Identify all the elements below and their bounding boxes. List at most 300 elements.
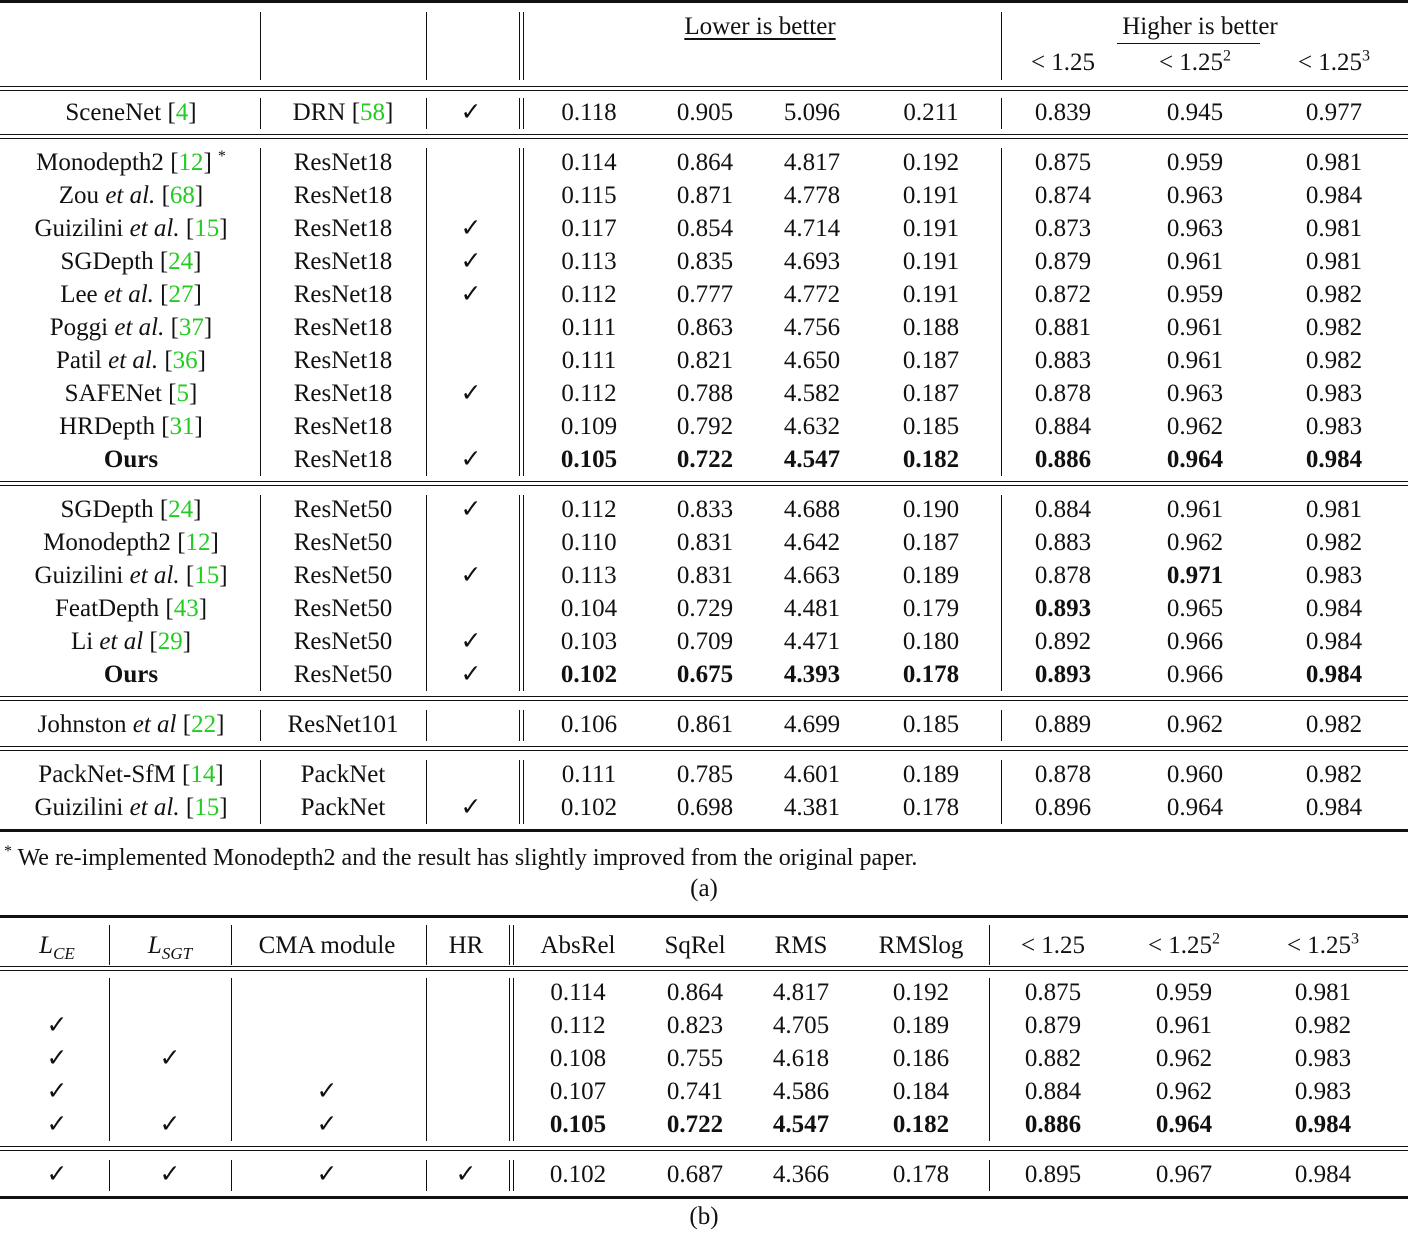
- metric-value: 0.114: [561, 149, 617, 176]
- metric-value: 0.982: [1305, 281, 1363, 308]
- citation-link: 68: [169, 182, 195, 209]
- metric-value: 0.963: [1166, 215, 1224, 242]
- exponent: 2: [1212, 930, 1221, 948]
- metric-value: 0.981: [1294, 979, 1352, 1006]
- metric-value: 0.964: [1166, 446, 1224, 473]
- metric-value: 0.984: [1305, 182, 1363, 209]
- check-icon: ✓: [460, 248, 482, 275]
- metric-value: 0.117: [561, 215, 617, 242]
- metric-value: 0.109: [560, 413, 618, 440]
- metric-value: 0.982: [1305, 761, 1363, 788]
- double-divider: [509, 1160, 514, 1191]
- backbone: ResNet18: [293, 182, 393, 209]
- column-divider: [109, 1160, 110, 1191]
- column-divider: [426, 760, 427, 824]
- metric-value: 0.187: [902, 347, 960, 374]
- table-row: [0, 245, 1408, 278]
- metric-value: 0.875: [1024, 979, 1082, 1006]
- metric-value: 0.833: [676, 496, 734, 523]
- backbone: ResNet18: [293, 314, 393, 341]
- metric-value: 0.110: [561, 529, 617, 556]
- check-icon: ✓: [460, 281, 482, 308]
- table-row: [0, 212, 1408, 245]
- method-name: Poggi et al. [37]: [49, 314, 213, 341]
- check-icon: ✓: [460, 794, 482, 821]
- backbone: ResNet50: [293, 628, 393, 655]
- method-name: Guizilini et al. [15]: [34, 215, 228, 242]
- metric-value: 0.983: [1294, 1045, 1352, 1072]
- table-row: [0, 758, 1408, 791]
- table-row: [0, 179, 1408, 212]
- metric-value: 0.962: [1166, 413, 1224, 440]
- backbone: ResNet18: [293, 248, 393, 275]
- column-divider: [1001, 760, 1002, 824]
- table-row: [0, 410, 1408, 443]
- metric-value: 0.962: [1166, 711, 1224, 738]
- method-name: Monodepth2 [12] *: [36, 147, 226, 176]
- double-divider: [519, 710, 524, 741]
- method-name: SAFENet [5]: [64, 380, 198, 407]
- check-icon: ✓: [460, 562, 482, 589]
- column-header: [31, 46, 231, 79]
- citation-link: 29: [157, 628, 183, 655]
- metric-value: 0.960: [1166, 761, 1224, 788]
- column-divider: [989, 978, 990, 1141]
- citation-link: 36: [172, 347, 198, 374]
- metric-value: 4.699: [783, 711, 841, 738]
- metric-value: 0.729: [676, 595, 734, 622]
- metric-value: 0.831: [676, 562, 734, 589]
- backbone: ResNet18: [293, 149, 393, 176]
- column-divider: [231, 925, 232, 965]
- metric-value: 0.893: [1034, 595, 1092, 622]
- metric-value: 0.178: [902, 661, 960, 688]
- metric-value: 0.982: [1305, 711, 1363, 738]
- citation-link: 31: [169, 413, 195, 440]
- check-icon: ✓: [46, 1161, 68, 1188]
- double-divider: [509, 925, 514, 965]
- metric-value: 0.185: [902, 711, 960, 738]
- metric-value: 0.983: [1294, 1078, 1352, 1105]
- double-divider: [519, 98, 524, 129]
- method-etal: et al.: [129, 794, 180, 821]
- metric-value: 0.878: [1034, 380, 1092, 407]
- bottom-rule: [0, 829, 1408, 832]
- table-row: [0, 311, 1408, 344]
- metric-value: 0.785: [676, 761, 734, 788]
- table-row: [0, 493, 1408, 526]
- metric-value: 0.984: [1294, 1111, 1352, 1138]
- method-name: SceneNet [4]: [65, 99, 197, 126]
- metric-value: 4.714: [783, 215, 841, 242]
- citation-link: 22: [191, 711, 217, 738]
- check-icon: ✓: [316, 1078, 338, 1105]
- check-icon: ✓: [460, 628, 482, 655]
- metric-value: 0.112: [561, 380, 617, 407]
- metric-value: 0.964: [1166, 794, 1224, 821]
- metric-value: 0.864: [666, 979, 724, 1006]
- metric-value: 0.962: [1166, 529, 1224, 556]
- method-name: SGDepth [24]: [60, 248, 202, 275]
- column-divider: [260, 148, 261, 476]
- citation-link: 5: [176, 380, 189, 407]
- metric-value: 0.102: [560, 661, 618, 688]
- table-row: [0, 377, 1408, 410]
- metric-value: 0.722: [676, 446, 734, 473]
- column-header: HR: [448, 932, 484, 959]
- metric-value: 0.111: [561, 761, 617, 788]
- metric-value: 0.107: [549, 1078, 607, 1105]
- method-name: SGDepth [24]: [60, 496, 202, 523]
- double-divider: [519, 760, 524, 824]
- metric-value: 0.874: [1034, 182, 1092, 209]
- metric-value: 0.977: [1305, 99, 1363, 126]
- metric-value: 0.884: [1034, 496, 1092, 523]
- backbone: ResNet18: [293, 347, 393, 374]
- metric-value: 0.981: [1305, 248, 1363, 275]
- metric-value: 0.983: [1305, 380, 1363, 407]
- column-divider: [260, 710, 261, 741]
- metric-value: 0.192: [892, 979, 950, 1006]
- metric-value: 0.755: [666, 1045, 724, 1072]
- metric-value: 0.965: [1166, 595, 1224, 622]
- metric-value: 0.959: [1166, 149, 1224, 176]
- double-divider: [519, 495, 524, 691]
- check-icon: ✓: [46, 1111, 68, 1138]
- citation-link: 24: [168, 496, 194, 523]
- table-row: [0, 146, 1408, 179]
- table-b-header-rule: [0, 966, 1408, 971]
- table-b-bottom-rule: [0, 1196, 1408, 1199]
- metric-value: 0.777: [676, 281, 734, 308]
- metric-value: 0.108: [549, 1045, 607, 1072]
- citation-link: 15: [194, 215, 220, 242]
- footnote: * We re-implemented Monodepth2 and the result has slightly improved from the original paper.: [4, 843, 918, 871]
- table-row: [0, 526, 1408, 559]
- check-icon: ✓: [46, 1045, 68, 1072]
- metric-value: 4.586: [772, 1078, 830, 1105]
- metric-value: 0.118: [561, 99, 617, 126]
- metric-value: 4.756: [783, 314, 841, 341]
- metric-value: 0.984: [1305, 446, 1363, 473]
- citation-link: 37: [178, 314, 204, 341]
- subscript: SGT: [161, 944, 193, 963]
- method-name: Li et al [29]: [70, 628, 192, 655]
- metric-value: 0.961: [1166, 496, 1224, 523]
- metric-value: 0.839: [1034, 99, 1092, 126]
- metric-value: 0.878: [1034, 562, 1092, 589]
- column-divider: [426, 12, 427, 80]
- metric-value: 0.982: [1305, 347, 1363, 374]
- method-name: Zou et al. [68]: [58, 182, 204, 209]
- metric-value: 0.792: [676, 413, 734, 440]
- column-divider: [989, 925, 990, 965]
- column-divider: [426, 925, 427, 965]
- subscript: CE: [53, 944, 75, 963]
- metric-value: 0.113: [561, 248, 617, 275]
- method-name: Ours: [103, 661, 159, 688]
- check-icon: ✓: [460, 496, 482, 523]
- metric-value: 0.982: [1305, 529, 1363, 556]
- metric-value: 0.883: [1034, 529, 1092, 556]
- metric-value: 0.961: [1166, 248, 1224, 275]
- column-divider: [1001, 148, 1002, 476]
- table-row: [0, 344, 1408, 377]
- metric-value: 0.178: [902, 794, 960, 821]
- metric-value: 0.873: [1034, 215, 1092, 242]
- column-divider: [260, 495, 261, 691]
- column-header: $L_{SGT}$: [147, 932, 193, 963]
- metric-value: 0.959: [1155, 979, 1213, 1006]
- column-divider: [260, 98, 261, 129]
- backbone: ResNet50: [293, 661, 393, 688]
- column-divider: [426, 148, 427, 476]
- check-icon: ✓: [46, 1078, 68, 1105]
- metric-value: 0.984: [1294, 1161, 1352, 1188]
- column-divider: [426, 978, 427, 1141]
- table-row: [0, 625, 1408, 658]
- metric-value: 4.601: [783, 761, 841, 788]
- metric-value: 0.687: [666, 1161, 724, 1188]
- metric-value: 5.096: [783, 99, 841, 126]
- citation-link: 14: [190, 761, 216, 788]
- metric-value: 4.547: [783, 446, 841, 473]
- metric-value: 0.872: [1034, 281, 1092, 308]
- metric-value: 0.189: [902, 761, 960, 788]
- metric-value: 0.191: [902, 215, 960, 242]
- header-rule: [0, 86, 1408, 91]
- citation-link: 12: [178, 149, 204, 176]
- check-icon: ✓: [460, 99, 482, 126]
- metric-value: 0.875: [1034, 149, 1092, 176]
- metric-value: 0.981: [1305, 496, 1363, 523]
- metric-value: 0.111: [561, 347, 617, 374]
- table-row: [0, 592, 1408, 625]
- metric-value: 0.861: [676, 711, 734, 738]
- metric-value: 0.113: [561, 562, 617, 589]
- metric-value: 0.186: [892, 1045, 950, 1072]
- metric-value: 0.959: [1166, 281, 1224, 308]
- metric-value: 0.884: [1034, 413, 1092, 440]
- metric-value: 0.187: [902, 380, 960, 407]
- method-name: Patil et al. [36]: [56, 347, 206, 374]
- check-icon: ✓: [455, 1161, 477, 1188]
- metric-value: 0.886: [1034, 446, 1092, 473]
- check-icon: ✓: [460, 446, 482, 473]
- header-text: < 1.25: [1030, 49, 1096, 76]
- metric-value: 4.778: [783, 182, 841, 209]
- metric-value: 0.967: [1155, 1161, 1213, 1188]
- metric-value: 0.722: [666, 1111, 724, 1138]
- check-icon: ✓: [316, 1111, 338, 1138]
- metric-value: 0.189: [902, 562, 960, 589]
- column-header: < 1.25: [1020, 932, 1086, 959]
- backbone: ResNet18: [293, 446, 393, 473]
- table-row: [0, 1108, 1408, 1141]
- column-header: RMSlog: [878, 932, 964, 959]
- header-text: < 1.25: [1158, 49, 1224, 76]
- metric-value: 0.883: [1034, 347, 1092, 374]
- metric-value: 0.103: [560, 628, 618, 655]
- metric-value: 0.981: [1305, 215, 1363, 242]
- metric-value: 0.981: [1305, 149, 1363, 176]
- metric-value: 0.961: [1166, 314, 1224, 341]
- backbone: ResNet18: [293, 413, 393, 440]
- table-row: [0, 708, 1408, 741]
- metric-value: 0.982: [1305, 314, 1363, 341]
- metric-value: 0.895: [1024, 1161, 1082, 1188]
- backbone: ResNet50: [293, 529, 393, 556]
- metric-value: 0.788: [676, 380, 734, 407]
- column-divider: [426, 1160, 427, 1191]
- metric-value: 0.962: [1155, 1045, 1213, 1072]
- group-rule-higher: [1117, 43, 1260, 44]
- metric-value: 0.187: [902, 529, 960, 556]
- metric-value: 0.709: [676, 628, 734, 655]
- citation-link: 27: [168, 281, 194, 308]
- metric-value: 0.884: [1024, 1078, 1082, 1105]
- metric-value: 0.831: [676, 529, 734, 556]
- column-divider: [109, 978, 110, 1141]
- metric-value: 4.817: [783, 149, 841, 176]
- top-rule: [0, 0, 1408, 3]
- method-name: PackNet-SfM [14]: [38, 761, 224, 788]
- metric-value: 4.693: [783, 248, 841, 275]
- metric-value: 0.211: [903, 99, 959, 126]
- check-icon: ✓: [460, 661, 482, 688]
- metric-value: 0.191: [902, 281, 960, 308]
- table-b-group-rule: [0, 1146, 1408, 1151]
- check-icon: ✓: [46, 1012, 68, 1039]
- metric-value: 0.881: [1034, 314, 1092, 341]
- metric-value: 0.879: [1034, 248, 1092, 275]
- metric-value: 0.886: [1024, 1111, 1082, 1138]
- check-icon: ✓: [316, 1161, 338, 1188]
- column-divider: [1001, 495, 1002, 691]
- metric-value: 0.905: [676, 99, 734, 126]
- citation-link: 43: [173, 595, 199, 622]
- metric-value: 4.688: [783, 496, 841, 523]
- metric-value: 0.961: [1166, 347, 1224, 374]
- group-rule: [0, 134, 1408, 139]
- metric-value: 0.192: [902, 149, 960, 176]
- metric-value: 4.547: [772, 1111, 830, 1138]
- metric-value: 0.102: [560, 794, 618, 821]
- metric-value: 0.821: [676, 347, 734, 374]
- column-header: SqRel: [664, 932, 726, 959]
- metric-value: 0.823: [666, 1012, 724, 1039]
- backbone: ResNet50: [293, 496, 393, 523]
- metric-value: 0.871: [676, 182, 734, 209]
- metric-value: 0.835: [676, 248, 734, 275]
- metric-value: 0.114: [550, 979, 606, 1006]
- table-row: [0, 1158, 1408, 1191]
- column-divider: [231, 1160, 232, 1191]
- citation-link: 58: [360, 99, 386, 126]
- backbone: ResNet50: [293, 562, 393, 589]
- metric-value: 4.650: [783, 347, 841, 374]
- table-b-top-rule: [0, 915, 1408, 918]
- double-divider: [519, 148, 524, 476]
- method-etal: et al.: [103, 281, 154, 308]
- column-header: RMS: [774, 932, 828, 959]
- metric-value: 0.105: [549, 1111, 607, 1138]
- metric-value: 0.983: [1305, 413, 1363, 440]
- column-header: $L_{CE}$: [39, 932, 75, 963]
- column-divider: [989, 1160, 990, 1191]
- metric-value: 0.963: [1166, 182, 1224, 209]
- check-icon: ✓: [159, 1161, 181, 1188]
- column-divider: [1001, 710, 1002, 741]
- header-text: < 1.25: [1297, 49, 1363, 76]
- metric-value: 0.675: [676, 661, 734, 688]
- metric-value: 4.366: [772, 1161, 830, 1188]
- metric-value: 0.982: [1294, 1012, 1352, 1039]
- column-header: < $1.25^3$: [1286, 930, 1360, 959]
- metric-value: 0.178: [892, 1161, 950, 1188]
- backbone: ResNet18: [293, 380, 393, 407]
- metric-value: 0.182: [892, 1111, 950, 1138]
- method-name: Guizilini et al. [15]: [34, 794, 228, 821]
- column-divider: [109, 925, 110, 965]
- metric-value: 0.111: [561, 314, 617, 341]
- table-row: [0, 1009, 1408, 1042]
- column-divider: [231, 978, 232, 1141]
- metric-value: 0.984: [1305, 794, 1363, 821]
- table-row: [0, 443, 1408, 476]
- check-icon: ✓: [460, 380, 482, 407]
- metric-value: 0.854: [676, 215, 734, 242]
- metric-value: 4.817: [772, 979, 830, 1006]
- metric-value: 0.185: [902, 413, 960, 440]
- column-divider: [1001, 12, 1002, 80]
- backbone: ResNet50: [293, 595, 393, 622]
- table-row: [0, 1042, 1408, 1075]
- group-rule: [0, 746, 1408, 751]
- metric-value: 0.190: [902, 496, 960, 523]
- metric-value: 0.741: [666, 1078, 724, 1105]
- column-divider: [426, 98, 427, 129]
- method-etal: et al: [99, 628, 144, 655]
- group-rule: [0, 696, 1408, 701]
- metric-value: 0.882: [1024, 1045, 1082, 1072]
- column-divider: [1001, 98, 1002, 129]
- table-row: [0, 658, 1408, 691]
- method-name: Johnston et al [22]: [37, 711, 225, 738]
- metric-value: 4.663: [783, 562, 841, 589]
- double-divider: [509, 978, 514, 1141]
- metric-value: 0.188: [902, 314, 960, 341]
- check-icon: ✓: [159, 1045, 181, 1072]
- group-header-higher: Higher is better: [1122, 13, 1278, 40]
- method-etal: et al: [132, 711, 177, 738]
- metric-value: 0.963: [1166, 380, 1224, 407]
- metric-value: 4.471: [783, 628, 841, 655]
- metric-value: 0.878: [1034, 761, 1092, 788]
- double-divider: [519, 12, 524, 80]
- citation-link: 15: [194, 794, 220, 821]
- metric-value: 0.962: [1155, 1078, 1213, 1105]
- citation-link: 15: [194, 562, 220, 589]
- group-header-lower: Lower is better: [684, 13, 836, 40]
- column-divider: [260, 12, 261, 80]
- metric-value: 4.772: [783, 281, 841, 308]
- metric-value: 0.105: [560, 446, 618, 473]
- metric-value: 4.481: [783, 595, 841, 622]
- method-etal: et al.: [108, 347, 159, 374]
- column-header: [1234, 46, 1408, 79]
- check-icon: ✓: [159, 1111, 181, 1138]
